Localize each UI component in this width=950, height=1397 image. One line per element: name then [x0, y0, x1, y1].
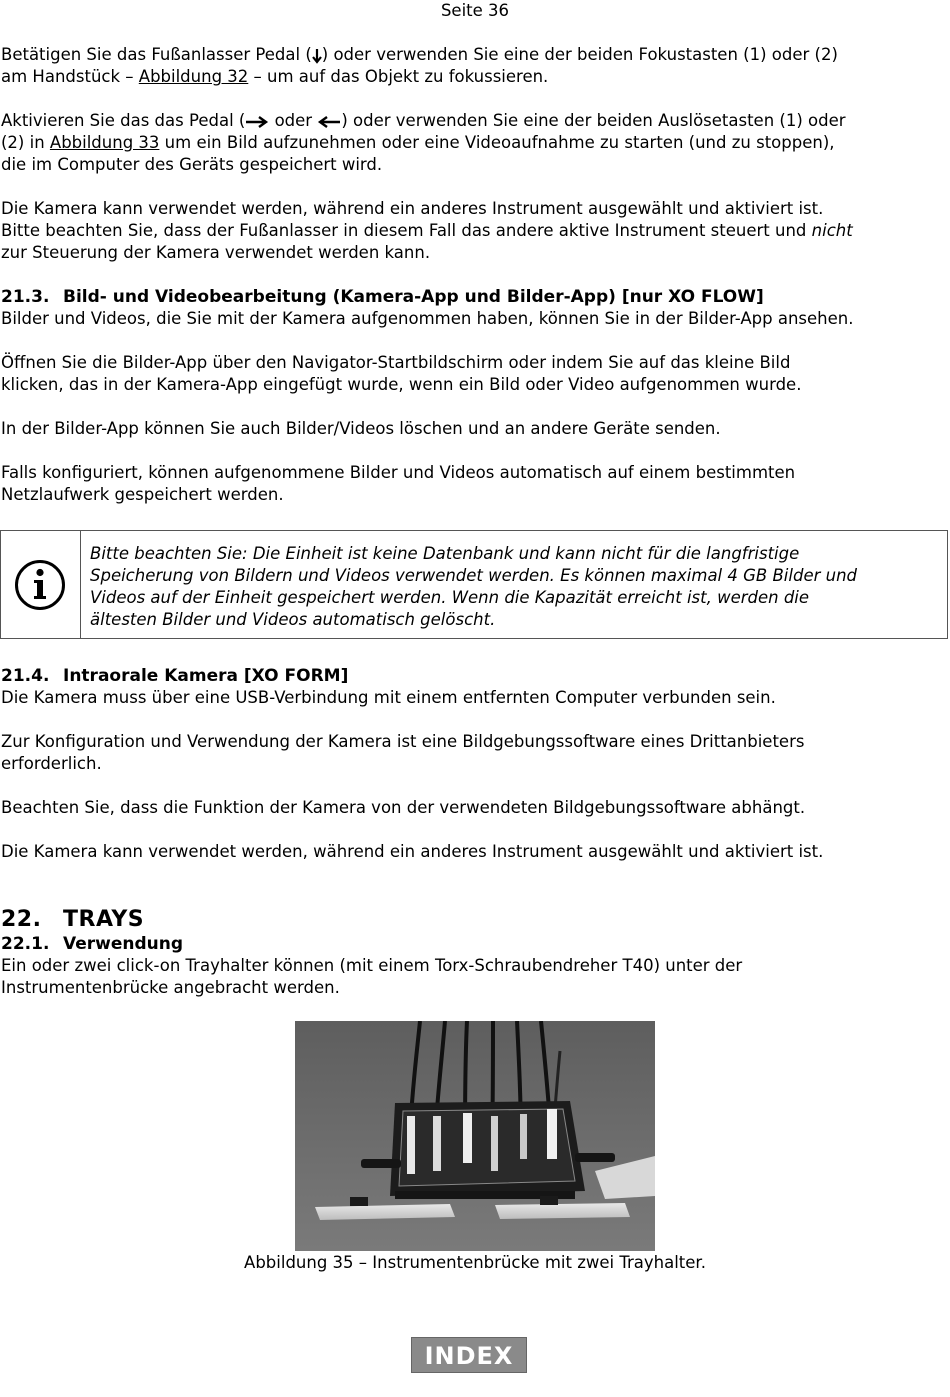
info-icon — [14, 559, 66, 611]
section-number: 21.3. — [1, 287, 50, 307]
text: um ein Bild aufzunehmen oder eine Videoaufnahme zu starten (und zu stoppen), — [159, 133, 835, 152]
text: Öffnen Sie die Bilder-App über den Navigator-Startbildschirm oder indem Sie auf das kleine Bild — [1, 353, 791, 372]
figure-caption: Abbildung 35 – Instrumentenbrücke mit zwei Trayhalter. — [244, 1253, 706, 1272]
paragraph-camera-use — [1, 198, 949, 264]
text: Bitte beachten Sie: Die Einheit ist keine Datenbank und kann nicht für die langfristige — [90, 544, 800, 563]
text: klicken, das in der Kamera-App eingefügt wurde, wenn ein Bild oder Video aufgenommen wurde. — [1, 375, 802, 394]
text: – um auf das Objekt zu fokussieren. — [248, 67, 549, 86]
text: Die Kamera muss über eine USB-Verbindung mit einem entfernten Computer verbunden sein. — [1, 688, 776, 707]
text: Netzlaufwerk gespeichert werden. — [1, 485, 284, 504]
section-title: Bild- und Videobearbeitung (Kamera-App und Bilder-App) [nur XO FLOW] — [63, 287, 764, 307]
note-text — [90, 543, 942, 631]
paragraph-capture — [1, 110, 949, 176]
text: Aktivieren Sie das das Pedal ( — [1, 111, 246, 130]
section-title: Intraorale Kamera [XO FORM] — [63, 666, 349, 686]
arrow-down-icon — [312, 48, 322, 64]
section-number: 22.1. — [1, 934, 50, 954]
text: ) oder verwenden Sie eine der beiden Fokustasten (1) oder (2) — [321, 45, 838, 64]
text: erforderlich. — [1, 754, 102, 773]
text: oder — [269, 111, 318, 130]
text: Die Kamera kann verwendet werden, während ein anderes Instrument ausgewählt und aktiviert ist. — [1, 199, 824, 218]
section-title: Verwendung — [63, 934, 184, 954]
section-number: 22. — [1, 907, 42, 932]
text: Instrumentenbrücke angebracht werden. — [1, 978, 340, 997]
instrument-bridge-photo — [295, 1021, 655, 1251]
page-number: Seite 36 — [440, 1, 510, 20]
arrow-right-icon — [245, 116, 269, 128]
text: die im Computer des Geräts gespeichert wird. — [1, 155, 383, 174]
section-title: TRAYS — [63, 907, 145, 932]
figure-link-32[interactable]: Abbildung 32 — [138, 67, 249, 86]
text: am Handstück – — [1, 67, 139, 86]
text: (2) in — [1, 133, 50, 152]
text: Zur Konfiguration und Verwendung der Kamera ist eine Bildgebungssoftware eines Drittanbieters — [1, 732, 805, 751]
figure-link-33[interactable]: Abbildung 33 — [49, 133, 160, 152]
arrow-left-icon — [317, 116, 341, 128]
section-number: 21.4. — [1, 666, 50, 686]
paragraph-focus — [1, 44, 949, 88]
text: zur Steuerung der Kamera verwendet werden kann. — [1, 243, 431, 262]
info-icon-cell — [1, 531, 81, 638]
emphasis: nicht — [811, 221, 853, 240]
text: Bitte beachten Sie, dass der Fußanlasser in diesem Fall das andere aktive Instrument steuert und — [1, 221, 812, 240]
section-22-1 — [1, 933, 949, 999]
text: Videos auf der Einheit gespeichert werden. Wenn die Kapazität erreicht ist, werden die — [90, 588, 810, 607]
text: In der Bilder-App können Sie auch Bilder/Videos löschen und an andere Geräte senden. — [1, 419, 721, 438]
text: Ein oder zwei click-on Trayhalter können (mit einem Torx-Schraubendreher T40) unter der — [1, 956, 743, 975]
text: Betätigen Sie das Fußanlasser Pedal ( — [1, 45, 312, 64]
text: Speicherung von Bildern und Videos verwendet werden. Es können maximal 4 GB Bilder und — [90, 566, 858, 585]
text: ) oder verwenden Sie eine der beiden Auslösetasten (1) oder — [341, 111, 846, 130]
text: Falls konfiguriert, können aufgenommene Bilder und Videos automatisch auf einem bestimmten — [1, 463, 796, 482]
instrument-bridge-illustration — [295, 1021, 655, 1251]
section-22 — [1, 906, 949, 934]
text: Beachten Sie, dass die Funktion der Kamera von der verwendeten Bildgebungssoftware abhängt. — [1, 798, 806, 817]
text: Bilder und Videos, die Sie mit der Kamera aufgenommen haben, können Sie in der Bilder-App ansehen. — [1, 309, 854, 328]
index-button[interactable]: INDEX — [411, 1337, 527, 1373]
text: ältesten Bilder und Videos automatisch gelöscht. — [90, 610, 496, 629]
text: Die Kamera kann verwendet werden, während ein anderes Instrument ausgewählt und aktiviert ist. — [1, 842, 824, 861]
section-21-3 — [1, 286, 949, 506]
info-note-box — [0, 530, 948, 639]
section-21-4 — [1, 665, 949, 863]
